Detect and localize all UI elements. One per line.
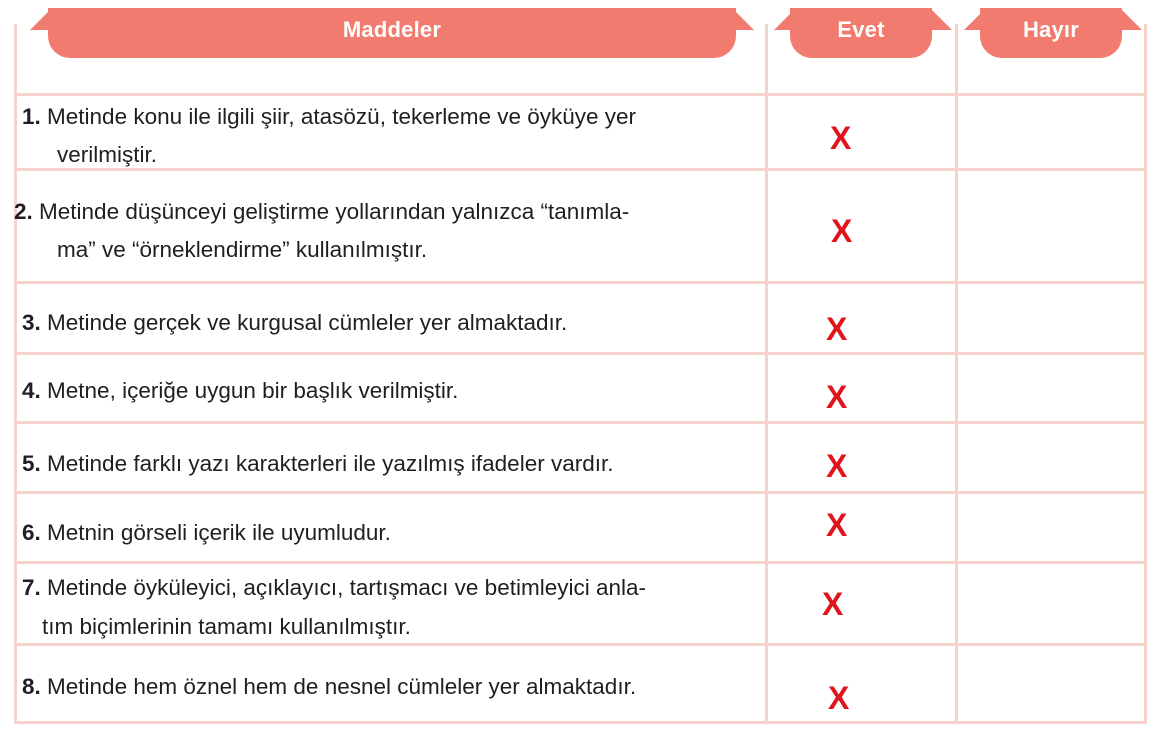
evet-mark: X (826, 448, 848, 484)
hayir-title: Hayır (1022, 17, 1080, 42)
item-text (22, 98, 636, 135)
grid-col-2 (955, 24, 958, 724)
item-text (22, 668, 636, 705)
evet-mark: X (831, 213, 853, 249)
item-text (22, 304, 567, 341)
item-line1: Metinde farklı yazı karakterleri ile yazılmış ifadeler vardır. (47, 451, 614, 476)
item-line2: verilmiştir. (57, 142, 157, 167)
item-line1: Metinde öyküleyici, açıklayıcı, tartışmacı ve betimleyici anla- (47, 575, 646, 600)
item-number: 4. (22, 378, 41, 403)
evet-mark: X (828, 680, 850, 716)
item-text (22, 569, 646, 606)
grid-row-line (14, 352, 1147, 355)
grid-row-line (14, 168, 1147, 171)
grid-left (14, 24, 17, 724)
grid-col-1 (765, 24, 768, 724)
evet-mark: X (826, 311, 848, 347)
item-line1: Metinde hem öznel hem de nesnel cümleler yer almaktadır. (47, 674, 637, 699)
hayir-fold-right (1120, 8, 1142, 30)
evet-mark: X (826, 379, 848, 415)
item-number: 5. (22, 451, 41, 476)
item-line2: tım biçimlerinin tamamı kullanılmıştır. (42, 614, 411, 639)
item-line1: Metinde gerçek ve kurgusal cümleler yer almaktadır. (47, 310, 568, 335)
item-line1: Metinde konu ile ilgili şiir, atasözü, tekerleme ve öyküye yer (47, 104, 637, 129)
maddeler-title: Maddeler (342, 17, 442, 42)
evet-mark: X (822, 586, 844, 622)
item-line2: ma” ve “örneklendirme” kullanılmıştır. (57, 237, 428, 262)
item-number: 2. (14, 199, 33, 224)
item-number: 3. (22, 310, 41, 335)
item-line1: Metnin görseli içerik ile uyumludur. (47, 520, 391, 545)
item-text (22, 445, 613, 482)
item-text (22, 514, 391, 551)
grid-row-line (14, 491, 1147, 494)
item-number: 8. (22, 674, 41, 699)
grid-row-line (14, 421, 1147, 424)
item-number: 6. (22, 520, 41, 545)
maddeler-banner (48, 8, 736, 58)
item-number: 7. (22, 575, 41, 600)
item-text (22, 372, 458, 409)
evet-mark: X (826, 507, 848, 543)
item-line1: Metinde düşünceyi geliştirme yollarından yalnızca “tanımla- (39, 199, 630, 224)
grid-row-line (14, 281, 1147, 284)
grid-row-line (14, 561, 1147, 564)
evet-banner (790, 8, 932, 58)
grid-right (1144, 24, 1147, 724)
item-line1: Metne, içeriğe uygun bir başlık verilmiştir. (47, 378, 459, 403)
evet-mark: X (830, 120, 852, 156)
grid-row-line (14, 93, 1147, 96)
grid-row-line (14, 721, 1147, 724)
item-text (14, 193, 629, 230)
item-number: 1. (22, 104, 41, 129)
evet-fold-right (930, 8, 952, 30)
hayir-banner (980, 8, 1122, 58)
evet-title: Evet (837, 17, 885, 42)
